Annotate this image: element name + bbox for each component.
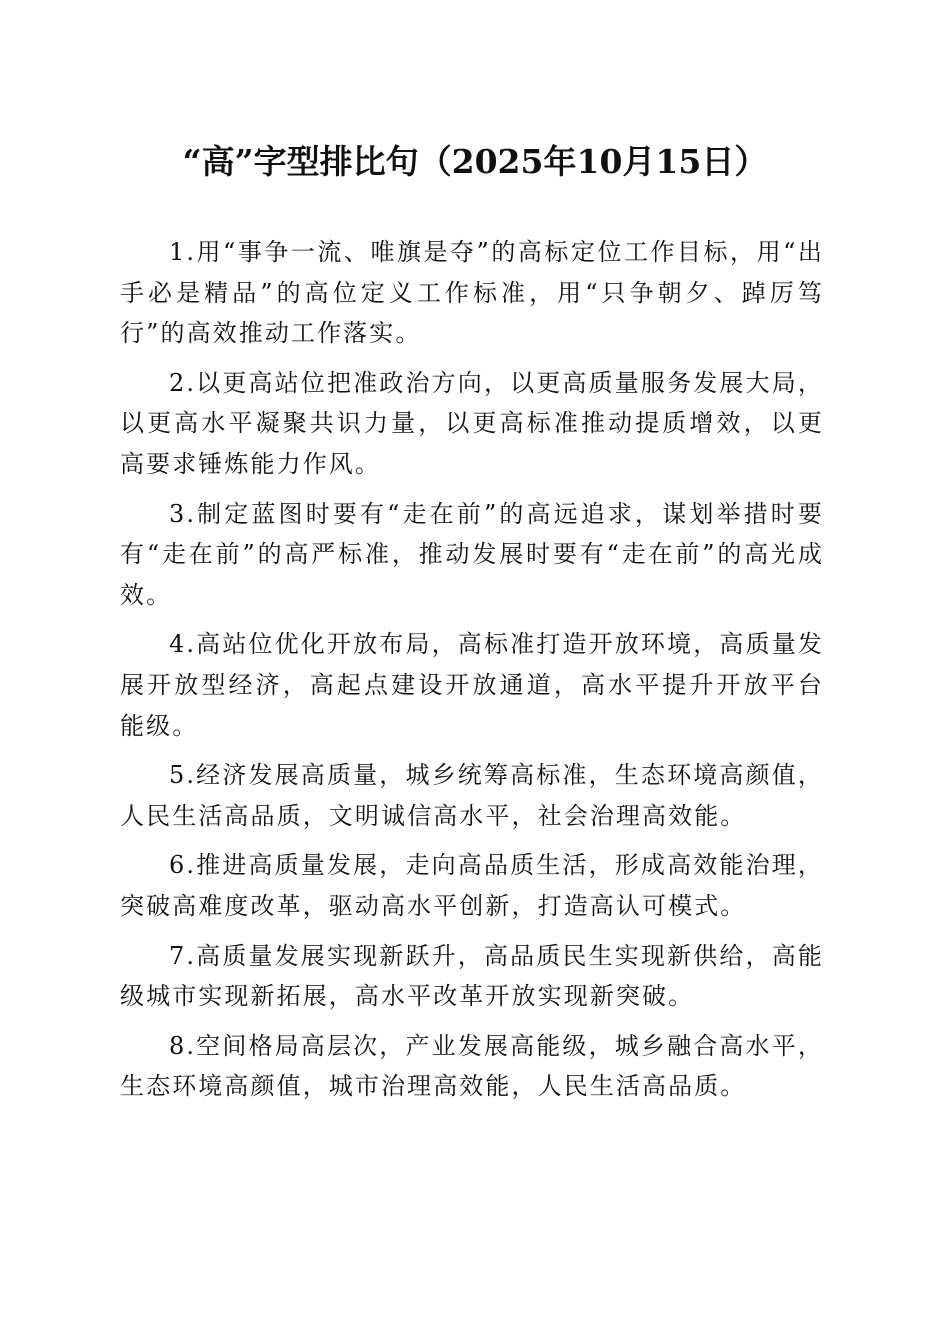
paragraph-3: 3.制定蓝图时要有“走在前”的高远追求，谋划举措时要有“走在前”的高严标准，推动发展时要有“走在前”的高光成效。 [120,499,824,609]
paragraph-7: 7.高质量发展实现新跃升，高品质民生实现新供给，高能级城市实现新拓展，高水平改革开放实现新突破。 [120,941,824,1011]
document-body [120,232,824,1116]
document-title: “高”字型排比句（2025年10月15日） [182,142,768,181]
paragraph-8: 8.空间格局高层次，产业发展高能级，城乡融合高水平，生态环境高颜值，城市治理高效能，人民生活高品质。 [120,1031,824,1101]
paragraph-5: 5.经济发展高质量，城乡统筹高标准，生态环境高颜值，人民生活高品质，文明诚信高水平，社会治理高效能。 [120,761,824,830]
paragraph-6: 6.推进高质量发展，走向高品质生活，形成高效能治理，突破高难度改革，驱动高水平创新，打造高认可模式。 [120,851,824,920]
paragraph-4: 4.高站位优化开放布局，高标准打造开放环境，高质量发展开放型经济，高起点建设开放通道，高水平提升开放平台能级。 [120,630,824,740]
paragraph-2: 2.以更高站位把准政治方向，以更高质量服务发展大局，以更高水平凝聚共识力量，以更高标准推动提质增效，以更高要求锤炼能力作风。 [120,368,824,478]
paragraph-1: 1.用“事争一流、唯旗是夺”的高标定位工作目标，用“出手必是精品”的高位定义工作标准，用“只争朝夕、踔厉笃行”的高效推动工作落实。 [120,238,824,348]
